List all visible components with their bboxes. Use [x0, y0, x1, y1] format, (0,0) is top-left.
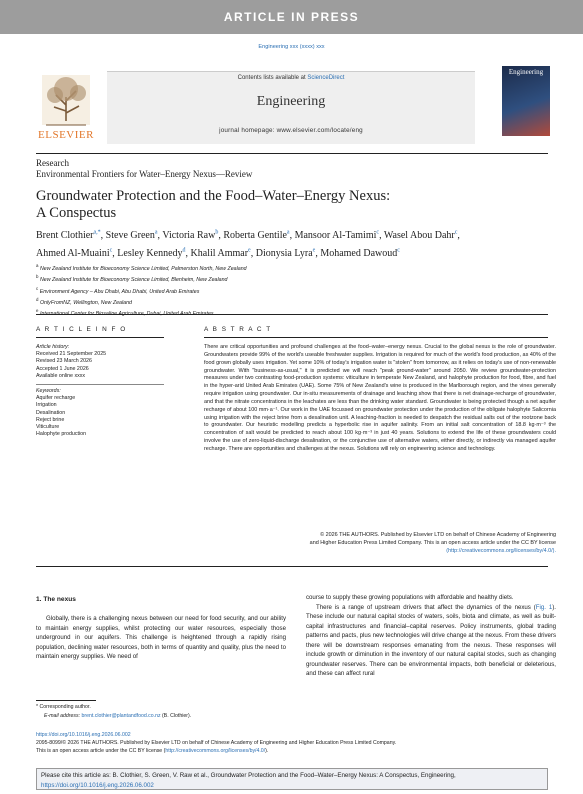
history-revised: Revised 23 March 2026 [36, 358, 92, 365]
author[interactable]: Victoria Raw$^b$, [162, 230, 224, 242]
cc-license-link[interactable]: http://creativecommons.org/licenses/by/4.0/ [165, 748, 266, 754]
header-rule [36, 153, 548, 154]
cover-title: Engineering [508, 68, 544, 76]
right-paragraph-2: There is a range of upstream drivers that affect the dynamics of the nexus (Fig. 1). These include our natural capital stocks of waters, soils, biota and climate, as well as built-capital infrastructures and financial–capital reserves. Policy instruments, global trading patterns and pacts, plus new technologies will drive change at the nexus. From these drivers there will be downstream responses emanating from the nexus. These responses will include growth or diminution in the inventory of our natural capital stocks, such as changing groundwater reserves. There can be environmental impacts, both beneficial or deleterious, and these can affect rural [306, 603, 556, 677]
contents-line [107, 75, 475, 81]
journal-cover-image [502, 66, 550, 136]
keyword[interactable]: Viticulture [36, 424, 60, 431]
email-line: E-mail address: brent.clothier@plantandfood.co.nz (B. Clothier). [44, 713, 192, 719]
article-section [36, 158, 252, 180]
doi-block [36, 731, 556, 755]
copyright-line-1: © 2026 THE AUTHORS. Published by Elsevier LTD on behalf of Chinese Academy of Engineering [320, 532, 556, 538]
title-line-2: A Conspectus [36, 205, 117, 221]
keyword[interactable]: Halophyte production [36, 431, 87, 438]
please-cite-doi-link[interactable]: https://doi.org/10.1016/j.eng.2026.06.002 [41, 782, 154, 789]
corresponding-author-note: * Corresponding author. [36, 704, 91, 710]
abstract-heading: A B S T R A C T [204, 326, 272, 333]
affiliation: $^e$ International Center for Biosaline Agriculture, Dubai, United Arab Emirates [36, 308, 214, 318]
author[interactable]: Mansoor Al-Tamimi$^c$, [294, 230, 384, 242]
publisher-name[interactable]: ELSEVIER [38, 129, 94, 141]
affiliation: $^b$ New Zealand Institute for Bioeconomy Science Limited, Blenheim, New Zealand [36, 274, 228, 284]
affiliation: $^a$ New Zealand Institute for Bioeconomy Science Limited, Palmerston North, New Zealand [36, 263, 247, 272]
journal-citation-line[interactable]: Engineering xxx (xxxx) xxx [258, 44, 325, 50]
license-link[interactable]: (http://creativecommons.org/licenses/by/4.0/). [446, 547, 556, 554]
keyword[interactable]: Reject brine [36, 416, 65, 423]
history-label: Article history: [36, 344, 70, 350]
article-subject: Environmental Frontiers for Water–Energy Nexus—Review [36, 169, 253, 179]
abstract-rule [204, 337, 548, 338]
author-list [36, 226, 556, 261]
article-type: Research [36, 158, 69, 168]
history-accepted: Accepted 1 June 2026 [36, 365, 89, 372]
keywords-rule [36, 384, 164, 385]
author[interactable]: Khalil Ammar$^e$, [190, 247, 256, 259]
journal-info-box [107, 71, 475, 144]
doi-link[interactable]: https://doi.org/10.1016/j.eng.2026.06.002 [36, 732, 131, 738]
article-info [36, 344, 166, 438]
journal-homepage[interactable]: journal homepage: www.elsevier.com/locate/eng [219, 127, 363, 134]
article-title [36, 188, 536, 222]
author[interactable]: Mohamed Dawoud$^c$ [320, 247, 400, 259]
author[interactable]: Wasel Abou Dahr$^c$, [383, 230, 460, 242]
body-right-column [306, 593, 556, 679]
article-in-press-banner: ARTICLE IN PRESS [0, 0, 583, 34]
affiliations [36, 262, 556, 319]
author[interactable]: Roberta Gentile$^a$, [223, 230, 295, 242]
author[interactable]: Lesley Kennedy$^d$, [117, 247, 191, 259]
history-received: Received 21 September 2025 [36, 351, 107, 358]
keyword[interactable]: Aquifer recharge [36, 395, 76, 402]
journal-header [36, 68, 548, 155]
keyword[interactable]: Irrigation [36, 402, 57, 409]
abstract-text: There are critical opportunities and profound challenges at the food–water–energy nexus. Crucial to the global nexus is the role of groundwater. Groundwaters provide 99% of the world's useable freshwater supplies. Irrigation is required for much of the world's food production, as 40% of the food grown globally uses irrigation. Yet some 10% of today's irrigation water is "stolen" from tomorrow, as it relies on today's use of non-renewable groundwater. With "business-as-usual," it is predicted we will reach "peak ground-water" around 2050. We review groundwater-protection measures under two contrasting food-production systems: viticulture in temperate New Zealand, and halophyte production for food, fibre, and fuel in the hyper-arid United Arab Emirates (UAE). Some 75% of New Zealand's wine is produced in the Marlborough region, and the vines generally require irrigation using groundwater. Our in-situ measurements of drainage and leaching show that there is net drainage-recharge of groundwater, and that the nitrate concentrations in the leachates are less than the drinking water standard. Groundwater is being protected though a net aquifer recharge of about 100 mm·a⁻¹. Our work in the UAE focussed on groundwater protection under the production of the obligate halophyte Salicornia using irrigation with the reject brine from a desalination unit. A leaching-fraction is needed to despatch the residual salts out of the rootzone back to groundwater. Our heuristic modelling predicts a hyperbolic rise in aquifer salinity. From an initial salt concentration of 18.8 kg·m⁻³ the concentration of salt would be predicted to reach about 100 kg·m⁻³ in just 40 years. Solutions to extend the life of these groundwaters could involve the use of zero-liquid-discharge desalination, or the conjunctive use of alternative waters, either directly, or indirectly via managed aquifer recharge. There are opportunities and challenges at the nexus. Solutions will rely on engineering science and technology. [204, 344, 556, 452]
contents-prefix: Contents lists available at [237, 75, 308, 81]
footnote-rule [36, 700, 96, 701]
history-online: Available online xxxx [36, 372, 86, 379]
section-heading: 1. The nexus [36, 596, 76, 603]
author[interactable]: Brent Clothier$^{a,*}$, [36, 230, 106, 242]
figure-1-link[interactable]: Fig. 1 [535, 603, 553, 611]
email-link[interactable]: brent.clothier@plantandfood.co.nz [81, 713, 161, 719]
author[interactable]: Steve Green$^a$, [105, 230, 163, 242]
article-info-heading: A R T I C L E I N F O [36, 326, 127, 333]
keywords-label: Keywords: [36, 388, 61, 395]
keyword[interactable]: Desalination [36, 409, 66, 416]
affiliation: $^d$ OnlyFromNZ, Wellington, New Zealand [36, 297, 132, 306]
right-paragraph-1: course to supply these growing populations with affordable and healthy diets. [306, 594, 514, 601]
author[interactable]: Dionysia Lyra$^e$, [255, 247, 321, 259]
affiliation: $^c$ Environment Agency – Abu Dhabi, Abu Dhabi, United Arab Emirates [36, 285, 200, 295]
body-left-column: Globally, there is a challenging nexus between our need for food security, and our ability to maintain energy supplies, whilst protecting our water resources, especially those underground in our aquifers. This challenge is heightened through a rapidly rising population, declining water resources, both in terms of quantity and quality, plus the need to maintain energy supplies. We need of [36, 615, 286, 660]
copyright-notice [204, 532, 556, 556]
open-access-line: This is an open access article under the CC BY license (http://creativecommons.org/licenses/by/4.0/). [36, 748, 269, 754]
issn-line: 2095-8099/© 2026 THE AUTHORS. Published by Elsevier LTD on behalf of Chinese Academy of Engineering and Higher Education Press Limited Company. [36, 740, 397, 746]
title-line-1: Groundwater Protection and the Food–Water–Energy Nexus: [36, 188, 391, 204]
copyright-line-2: and Higher Education Press Limited Company. This is an open access article under the CC BY license [309, 539, 556, 546]
article-info-rule [36, 337, 164, 338]
author[interactable]: Ahmed Al-Muaini$^c$, [36, 247, 118, 259]
please-cite-box [36, 768, 548, 790]
sciencedirect-link[interactable]: ScienceDirect [307, 75, 345, 81]
affiliation-rule [36, 314, 548, 315]
please-cite-text: Please cite this article as: B. Clothier, S. Green, V. Raw et al., Groundwater Protection and the Food–Water–Energy Nexus: A Conspectus, Engineering, [41, 772, 456, 779]
footnote [36, 703, 286, 721]
journal-title: Engineering [256, 94, 326, 109]
abstract-end-rule [36, 566, 548, 567]
